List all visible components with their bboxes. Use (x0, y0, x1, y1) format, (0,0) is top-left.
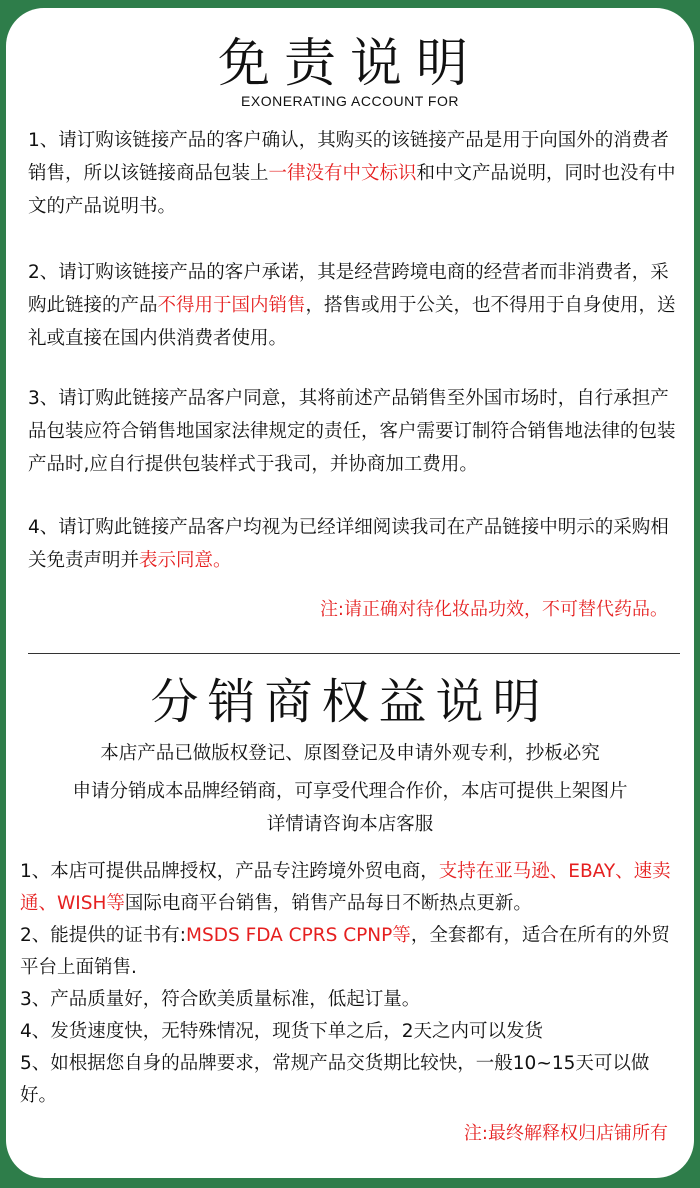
disclaimer-paragraph-2: 2、请订购该链接产品的客户承诺，其是经营跨境电商的经营者而非消费者，采购此链接的产品不得用于国内销售，搭售或用于公关，也不得用于自身使用，送礼或直接在国内供消费者使用。 (28, 262, 676, 349)
disclaimer-paragraph-1: 1、请订购该链接产品的客户确认，其购买的该链接产品是用于向国外的消费者销售，所以该链接商品包装上一律没有中文标识和中文产品说明，同时也没有中文的产品说明书。 (28, 130, 676, 217)
list-item: 2、能提供的证书有:MSDS FDA CPRS CPNP等，全套都有，适合在所有的外贸平台上面销售. (20, 925, 670, 978)
disclaimer-paragraph-4: 4、请订购此链接产品客户均视为已经详细阅读我司在产品链接中明示的采购相关免责声明并表示同意。 (28, 517, 669, 571)
disclaimer-note: 注:请正确对待化妆品功效，不可替代药品。 (319, 599, 668, 620)
distribution-line-3: 详情请咨询本店客服 (266, 814, 434, 835)
content-card (6, 8, 694, 1178)
distribution-list (20, 856, 684, 1112)
list-item: 5、如根据您自身的品牌要求，常规产品交货期比较快，一般10~15天可以做好。 (20, 1053, 650, 1106)
section-divider (28, 653, 680, 654)
list-item: 3、产品质量好，符合欧美质量标准，低起订量。 (20, 989, 421, 1010)
distribution-note: 注:最终解释权归店铺所有 (463, 1123, 668, 1144)
list-item: 1、本店可提供品牌授权，产品专注跨境外贸电商，支持在亚马逊、EBAY、速卖通、WISH等国际电商平台销售，销售产品每日不断热点更新。 (20, 861, 671, 914)
distribution-line-2: 申请分销成本品牌经销商，可享受代理合作价，本店可提供上架图片 (72, 781, 628, 802)
list-item: 4、发货速度快，无特殊情况，现货下单之后，2天之内可以发货 (20, 1021, 544, 1042)
distribution-line-1: 本店产品已做版权登记、原图登记及申请外观专利，抄板必究 (100, 743, 600, 764)
disclaimer-subtitle: EXONERATING ACCOUNT FOR (241, 93, 459, 109)
distribution-title: 分销商权益说明 (150, 674, 550, 730)
disclaimer-title: 免责说明 (217, 34, 482, 94)
disclaimer-paragraph-3: 3、请订购此链接产品客户同意，其将前述产品销售至外国市场时，自行承担产品包装应符合销售地国家法律规定的责任，客户需要订制符合销售地法律的包装产品时,应自行提供包装样式于我司，并协商加工费用。 (28, 388, 676, 475)
